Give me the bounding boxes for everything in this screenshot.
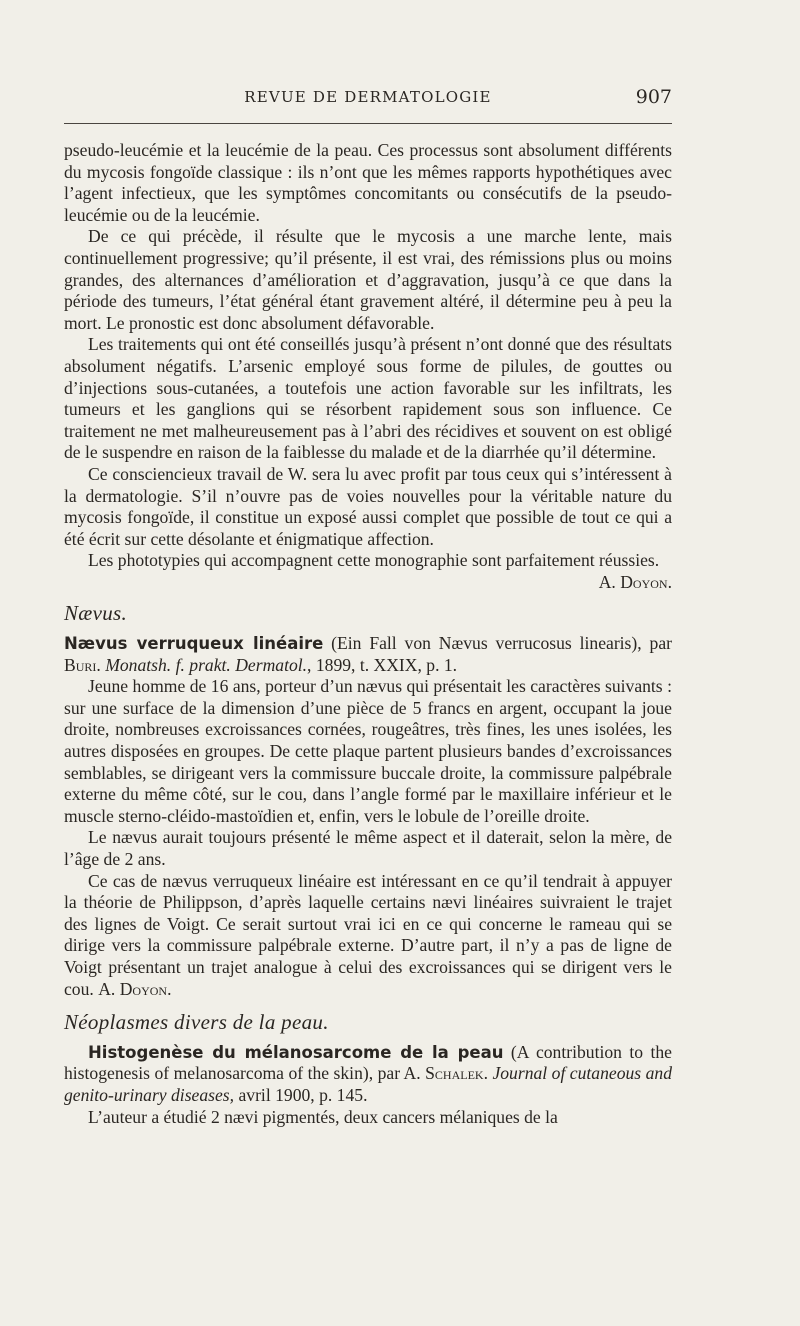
header-rule bbox=[64, 123, 672, 124]
article-reference bbox=[64, 633, 672, 676]
section-heading-neoplasmes: Néoplasmes divers de la peau. bbox=[64, 1010, 329, 1035]
paragraph: Le nævus aurait toujours présenté le même aspect et il daterait, selon la mère, de l’âge de 2 ans. bbox=[64, 827, 672, 869]
reference-details: avril 1900, p. 145. bbox=[234, 1084, 368, 1105]
article-title: Histogenèse du mélanosarcome de la peau bbox=[88, 1042, 504, 1062]
section-heading-naevus: Nævus. bbox=[64, 601, 128, 626]
reference-details: , 1899, t. XXIX, p. 1. bbox=[307, 654, 458, 675]
paragraph: De ce qui précède, il résulte que le mycosis a une marche lente, mais continuellement progressive; qu’il présente, il est vrai, des rémissions plus ou moins grandes, des alternances d’amélioration et d’aggravation, jusqu’à ce que dans la période des tumeurs, l’état général étant gravement altéré, il détermine peu à peu la mort. Le pronostic est donc absolument défavorable. bbox=[64, 226, 672, 333]
paragraph-text: Ce cas de nævus verruqueux linéaire est intéressant en ce qu’il tendrait à appuyer la théorie de Philippson, d’après laquelle certains nævi linéaires suivraient le trajet des lignes de Voigt. Ce serait surtout vrai ici en ce qui concerne le rameau qui se dirige vers la commissure palpébrale externe. D’autre part, il n’y a pas de ligne de Voigt présentant un trajet analogue à celui des excroissances qui se dirigent vers le cou. bbox=[64, 870, 672, 999]
reference-text: (Ein Fall von Nævus verrucosus linearis), par bbox=[323, 633, 672, 654]
paragraph bbox=[64, 550, 672, 592]
reference-text: (A contribution to the histogenesis of melanosarcoma of the skin), par A. bbox=[64, 1041, 672, 1084]
paragraph: Ce consciencieux travail de W. sera lu avec profit par tous ceux qui s’intéressent à la dermatologie. S’il n’ouvre pas de voies nouvelles pour la véritable nature du mycosis fongoïde, il constitue un exposé aussi complet que possible de tout ce qui a été écrit sur cette désolante et énigmatique affection. bbox=[64, 463, 672, 549]
paragraph: L’auteur a étudié 2 nævi pigmentés, deux cancers mélaniques de la bbox=[88, 1106, 558, 1127]
signature: A. Doyon. bbox=[598, 571, 672, 592]
signature: A. Doyon. bbox=[98, 978, 172, 999]
body-text bbox=[64, 140, 672, 1128]
paragraph-text: Les phototypies qui accompagnent cette monographie sont parfaitement réussies. bbox=[88, 550, 660, 571]
page-number: 907 bbox=[635, 86, 672, 108]
reference-author: Buri. bbox=[64, 654, 101, 675]
paragraph: Les traitements qui ont été conseillés jusqu’à présent n’ont donné que des résultats absolument négatifs. L’arsenic employé sous forme de pilules, de gouttes ou d’injections sous-cutanées, a toutefois une action favorable sur les infiltrats, les tumeurs et les ganglions qui se résorbent rapidement sous son influence. Ce traitement ne met malheureusement pas à l’abri des récidives et souvent on est obligé de le suspendre en raison de la faiblesse du malade et de la diarrhée qu’il détermine. bbox=[64, 334, 672, 463]
reference-journal: Journal of cutaneous and genito-urinary diseases, bbox=[64, 1063, 672, 1105]
article-reference bbox=[64, 1042, 672, 1107]
paragraph: pseudo-leucémie et la leucémie de la peau. Ces processus sont absolument différents du mycosis fongoïde classique : ils n’ont que les mêmes rapports hypothétiques avec l’agent infectieux, que les symptômes concomitants ou consécutifs de la pseudo-leucémie ou de la leucémie. bbox=[64, 140, 672, 225]
running-head: REVUE DE DERMATOLOGIE bbox=[244, 88, 492, 106]
article-title: Nævus verruqueux linéaire bbox=[64, 634, 324, 654]
paragraph bbox=[64, 871, 672, 1001]
paragraph: Jeune homme de 16 ans, porteur d’un nævus qui présentait les caractères suivants : sur une surface de la dimension d’une pièce de 5 francs en argent, occupant la joue droite, nombreuses excroissances cornées, rougeâtres, très fines, les unes isolées, les autres disposées en groupes. De cette plaque partent plusieurs bandes d’excroissances semblables, se dirigeant vers la commissure buccale droite, la commissure palpébrale externe du même côté, sur le cou, dans l’angle formé par le maxillaire inférieur et le muscle sterno-cléido-mastoïdien et, enfin, vers le lobule de l’oreille droite. bbox=[64, 676, 672, 826]
reference-journal: Monatsh. f. prakt. Dermatol. bbox=[100, 654, 308, 675]
page-header bbox=[64, 86, 672, 112]
reference-author: Schalek. bbox=[425, 1063, 488, 1084]
